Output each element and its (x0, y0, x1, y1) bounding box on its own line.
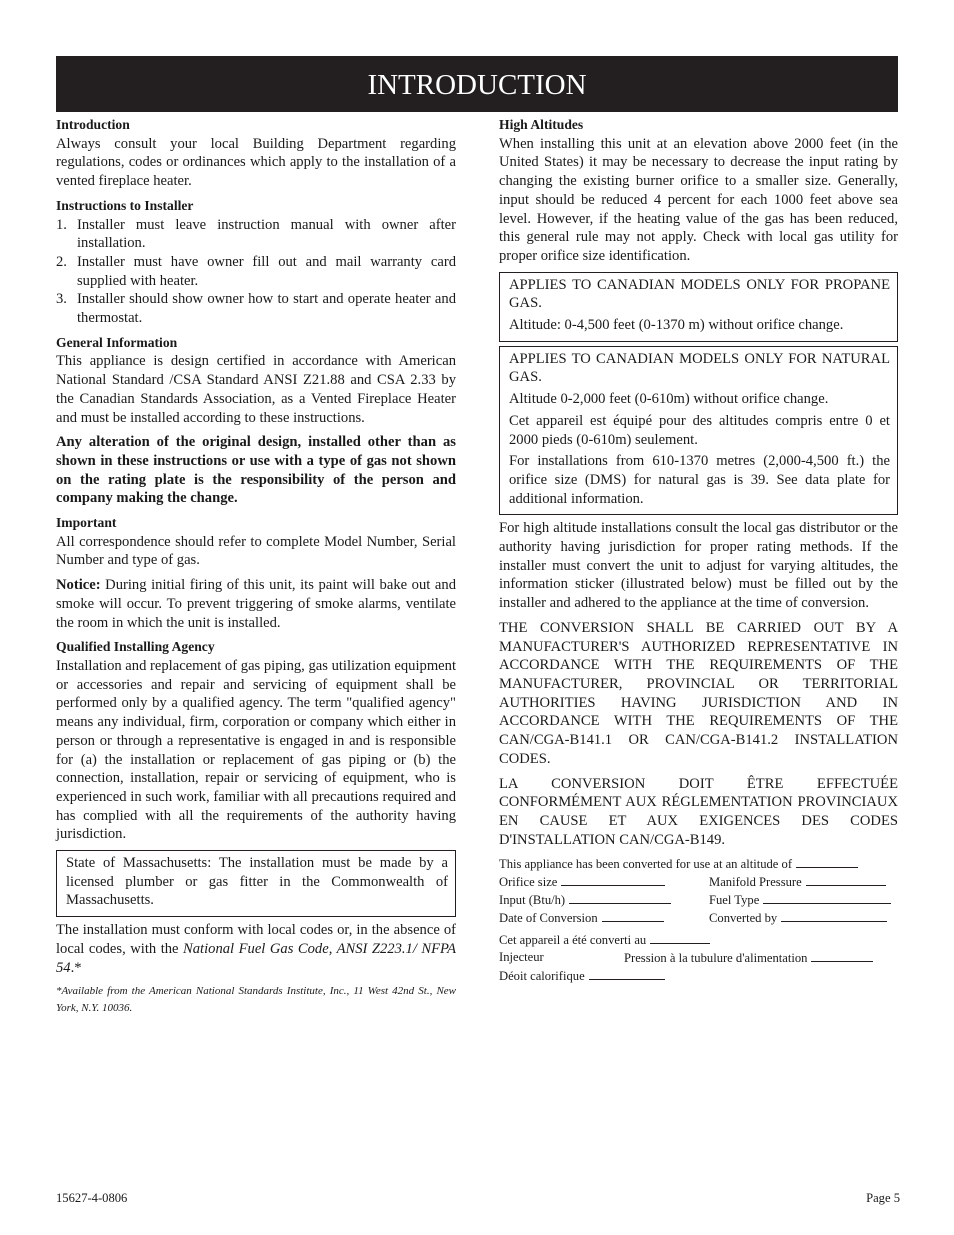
massachusetts-notice-box (56, 850, 456, 917)
sticker-row (499, 931, 898, 949)
codes-paragraph (56, 921, 456, 977)
injecteur-label: Injecteur (499, 950, 544, 965)
box-line: APPLIES TO CANADIAN MODELS ONLY FOR PROPANE GAS. (509, 276, 890, 312)
list-item-text: Installer should show owner how to start and operate heater and thermostat. (77, 291, 456, 327)
list-item-text: Installer must have owner fill out and mail warranty card supplied with heater. (77, 253, 456, 289)
alteration-warning: Any alteration of the original design, installed other than as shown in these instructions or use with a type of gas not shown on the rating plate is the responsibility of the person and company making the change. (56, 434, 456, 507)
installer-instructions-heading: Instructions to Installer (56, 197, 194, 213)
box-line: For installations from 610-1370 metres (2,000-4,500 ft.) the orifice size (DMS) for natural gas is 39. See data plate for additional information. (509, 453, 890, 507)
conversion-requirement-fr: LA CONVERSION DOIT ÊTRE EFFECTUÉE CONFORMÉMENT AUX RÉGLEMENTATION PROVINCIAUX EN CAUSE ET AUX EXIGENCES DES CODES D'INSTALLATION CAN/CGA-B149. (499, 775, 898, 848)
altitude-blank (796, 855, 858, 868)
propane-canada-box (499, 272, 898, 342)
date-label: Date of Conversion (499, 911, 598, 926)
manifold-blank (806, 873, 886, 886)
important-heading: Important (56, 515, 117, 531)
installer-instructions-list (56, 216, 456, 328)
box-line: APPLIES TO CANADIAN MODELS ONLY FOR NATURAL GAS. (509, 350, 890, 386)
list-number: 1. (56, 216, 67, 233)
sticker-row (499, 949, 898, 967)
list-item-text: Installer must leave instruction manual with owner after installation. (77, 216, 456, 252)
calorifique-label: Déoit calorifique (499, 969, 585, 984)
right-column (499, 116, 898, 985)
massachusetts-notice-text: State of Massachusetts: The installation must be made by a licensed plumber or gas fitter in the Commonwealth of Massachusetts. (66, 855, 448, 909)
pression-label: Pression à la tubulure d'alimentation (624, 951, 808, 966)
list-number: 2. (56, 253, 67, 270)
introduction-text: Always consult your local Building Department regarding regulations, codes or ordinances which apply to the installation of a vented fireplace heater. (56, 135, 456, 190)
notice-paragraph (56, 576, 456, 632)
altitude-label: This appliance has been converted for use at an altitude of (499, 857, 793, 872)
box-line: Altitude: 0-4,500 feet (0-1370 m) without orifice change. (509, 317, 844, 334)
introduction-heading: Introduction (56, 117, 130, 132)
qualified-agency-text: Installation and replacement of gas piping, gas utilization equipment or accessories and repair and servicing of equipment shall be performed only by a qualified agency. The term "qualified agency" means any individual, firm, corporation or company which either in person or through a representative is engaged in and is responsible for (a) the installation or replacement of gas piping or (b) the connection, installation, repair or servicing of equipment, who is experienced in such work, familiar with all precautions required and has complied with all the requirements of the authority having jurisdiction. (56, 657, 457, 843)
footnote: *Available from the American National Standards Institute, Inc., 11 West 42nd St., New York, N.Y. 10036. (56, 985, 456, 1015)
general-information-text: This appliance is design certified in accordance with American National Standard /CSA Standard ANSI Z21.88 and CSA 2.33 by the Canadian Standards Association, as a Vented Fireplace Heater and must be installed according to these instructions. (56, 353, 456, 426)
codes-text: The installation must conform with local codes or, in the absence of local codes, with the (56, 922, 456, 957)
fuel-type-label: Fuel Type (709, 893, 760, 908)
left-column (56, 116, 456, 1017)
codes-reference: National Fuel Gas Code, ANSI Z223.1/ NFPA 54 (56, 940, 456, 976)
natural-gas-canada-box (499, 346, 898, 516)
date-blank (602, 909, 664, 922)
list-item (56, 290, 456, 327)
page-number: Page 5 (866, 1191, 900, 1205)
fr-altitude-blank (650, 931, 710, 944)
sticker-row (499, 873, 898, 891)
converted-by-label: Converted by (709, 911, 778, 926)
list-item (56, 253, 456, 290)
conversion-requirement-en: THE CONVERSION SHALL BE CARRIED OUT BY A MANUFACTURER'S AUTHORIZED REPRESENTATIVE IN ACCORDANCE WITH THE REQUIREMENTS OF THE MANUFACTURER, PROVINCIAL OR TERRITORIAL AUTHORITIES HAVING JURISDICTION AND IN ACCORDANCE WITH THE REQUIREMENTS OF THE CAN/CGA-B141.1 OR CAN/CGA-B141.2 INSTALLATION CODES. (499, 619, 898, 767)
converted-by-blank (781, 909, 887, 922)
general-information-heading: General Information (56, 334, 178, 350)
page-title: INTRODUCTION (56, 56, 898, 112)
codes-text-end: .* (70, 959, 82, 976)
input-blank (569, 891, 671, 904)
orifice-label: Orifice size (499, 875, 558, 890)
fr-altitude-label: Cet appareil a été converti au (499, 933, 647, 948)
calorifique-blank (589, 967, 665, 980)
sticker-row (499, 891, 898, 909)
high-altitudes-text: When installing this unit at an elevation above 2000 feet (in the United States) it may be necessary to decrease the input rating by changing the existing burner orifice to a smaller size. Generally, input should be reduced 4 percent for each 1000 feet above sea level. However, if the heating value of the gas has been reduced, this general rule may not apply. Check with local gas utility for proper orifice size identification. (499, 135, 898, 264)
high-altitude-installation-text: For high altitude installations consult the local gas distributor or the authority having jurisdiction for proper rating methods. If the installer must convert the unit to adjust for varying altitudes, the information sticker (illustrated below) must be filled out by the installer and adhered to the appliance at the time of conversion. (499, 520, 898, 612)
box-line: Cet appareil est équipé pour des altitudes compris entre 0 et 2000 pieds (0-610m) seulement. (509, 412, 890, 448)
notice-label: Notice: (56, 577, 101, 594)
pression-blank (811, 949, 873, 962)
input-label: Input (Btu/h) (499, 893, 566, 908)
conversion-sticker (499, 855, 898, 985)
list-item (56, 216, 456, 253)
list-number: 3. (56, 291, 67, 308)
notice-text: During initial firing of this unit, its paint will bake out and smoke will occur. To prevent triggering of smoke alarms, ventilate the room in which the unit is installed. (56, 577, 456, 631)
sticker-row (499, 909, 898, 927)
sticker-row (499, 855, 898, 873)
orifice-blank (561, 873, 665, 886)
document-number: 15627-4-0806 (56, 1191, 128, 1205)
box-line: Altitude 0-2,000 feet (0-610m) without orifice change. (509, 391, 829, 408)
high-altitudes-heading: High Altitudes (499, 117, 584, 132)
qualified-agency-heading: Qualified Installing Agency (56, 639, 215, 655)
manifold-label: Manifold Pressure (709, 875, 802, 890)
fuel-type-blank (763, 891, 891, 904)
sticker-row (499, 967, 898, 985)
important-text: All correspondence should refer to complete Model Number, Serial Number and type of gas. (56, 533, 456, 569)
